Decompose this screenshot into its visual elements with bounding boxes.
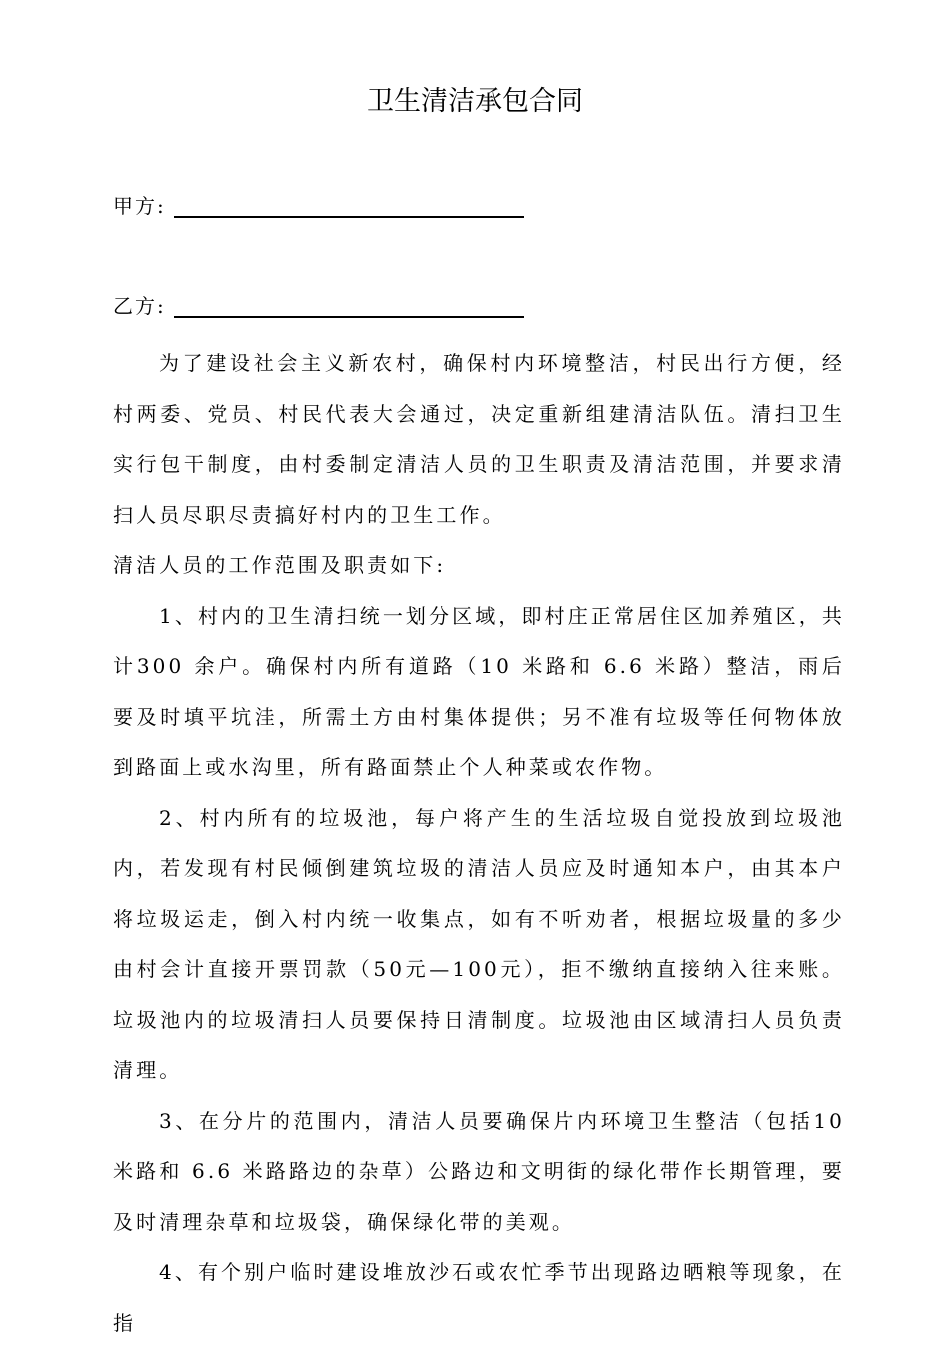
clause-4: 4、有个别户临时建设堆放沙石或农忙季节出现路边晒粮等现象，在指: [113, 1260, 845, 1335]
party-a-label: 甲方:: [113, 194, 166, 218]
party-a-row: [113, 192, 524, 220]
clause-1: 1、村内的卫生清扫统一划分区域，即村庄正常居住区加养殖区，共计300 余户。确保村内所有道路（10 米路和 6.6 米路）整洁，雨后要及时填平坑洼，所需土方由村集体提供；另不准有垃圾等任何物体放到路面上或水沟里，所有路面禁止个人种菜或农作物。: [113, 603, 845, 779]
party-a-blank-line: [174, 216, 524, 218]
party-b-label: 乙方:: [113, 294, 166, 318]
scope-heading: 清洁人员的工作范围及职责如下:: [113, 553, 447, 577]
contract-body: [113, 338, 845, 1348]
clause-2: 2、村内所有的垃圾池，每户将产生的生活垃圾自觉投放到垃圾池内，若发现有村民倾倒建筑垃圾的清洁人员应及时通知本户，由其本户将垃圾运走，倒入村内统一收集点，如有不听劝者，根据垃圾量的多少由村会计直接开票罚款（50元—100元），拒不缴纳直接纳入往来账。垃圾池内的垃圾清扫人员要保持日清制度。垃圾池由区域清扫人员负责清理。: [113, 805, 845, 1082]
party-b-blank-line: [174, 316, 524, 318]
clause-3: 3、在分片的范围内，清洁人员要确保片内环境卫生整洁（包括10 米路和 6.6 米路路边的杂草）公路边和文明街的绿化带作长期管理，要及时清理杂草和垃圾袋，确保绿化带的美观。: [113, 1108, 845, 1234]
document-title: 卫生清洁承包合同: [367, 86, 583, 117]
party-b-row: [113, 292, 524, 320]
intro-paragraph: 为了建设社会主义新农村，确保村内环境整洁，村民出行方便，经村两委、党员、村民代表大会通过，决定重新组建清洁队伍。清扫卫生实行包干制度，由村委制定清洁人员的卫生职责及清洁范围，并要求清扫人员尽职尽责搞好村内的卫生工作。: [113, 351, 845, 527]
